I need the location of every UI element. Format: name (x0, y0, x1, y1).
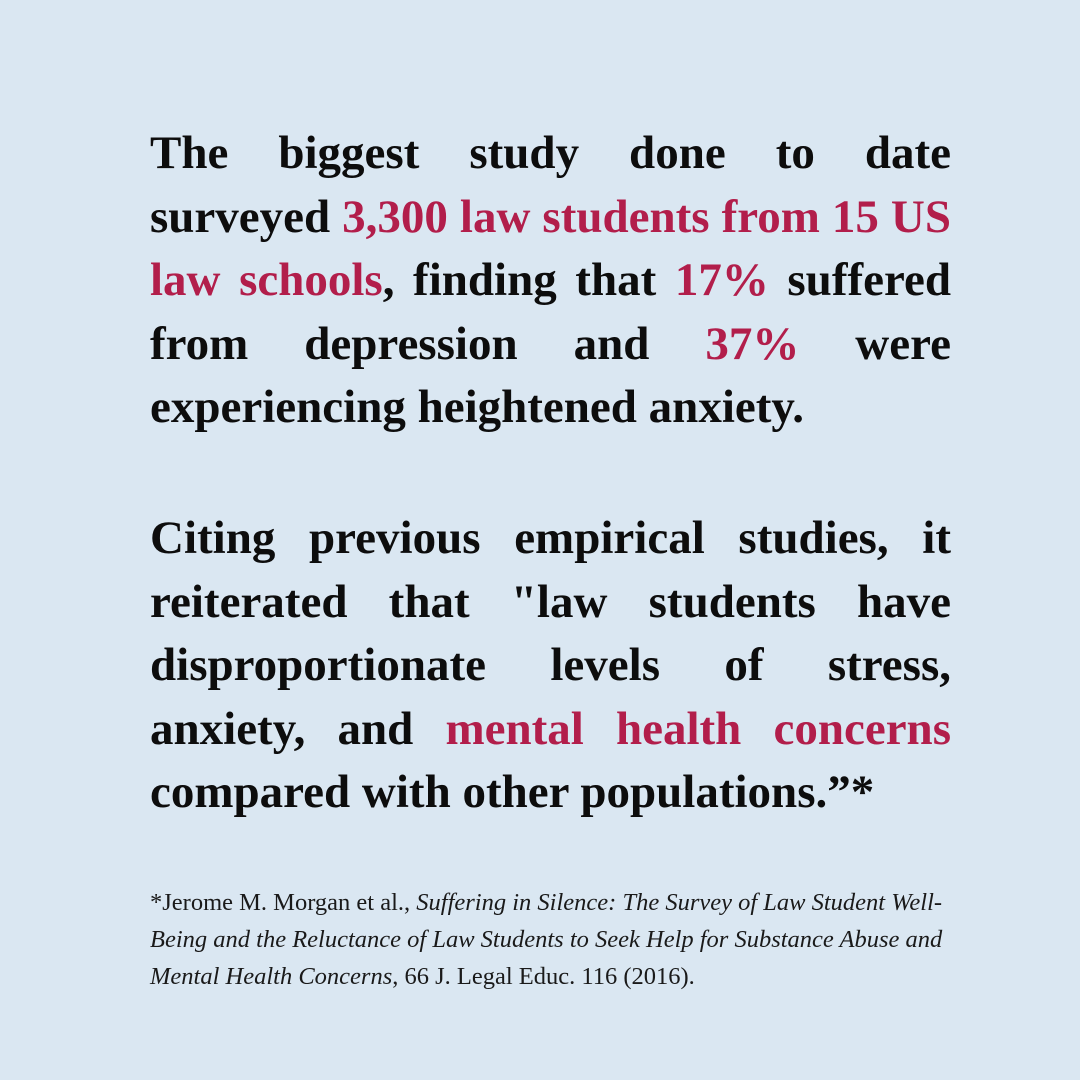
footnote-author: *Jerome M. Morgan et al., (150, 889, 417, 916)
highlight-depression-percent: 17% (674, 254, 769, 306)
paragraph1-text-3: suffered from depression and (150, 254, 951, 370)
highlight-sample-size: 3,300 law students from 15 US law schools (150, 190, 952, 306)
paragraph1-text-4: were experiencing heightened anxiety. (150, 317, 951, 433)
paragraph2-text-1: Citing previous empirical studies, it reiterated that "law students have disproportionate levels of stress, anxiety, and (150, 512, 951, 755)
paragraph-study-findings (150, 122, 951, 440)
highlight-mental-health: mental health concerns (445, 702, 951, 755)
paragraph2-text-2: compared with other populations.”* (150, 766, 875, 818)
highlight-anxiety-percent: 37% (705, 317, 800, 370)
paragraph-quote (150, 507, 951, 825)
paragraph1-text-1: The biggest study done to date surveyed (150, 127, 951, 243)
footnote-reference: , 66 J. Legal Educ. 116 (2016). (392, 963, 695, 990)
paragraph1-text-2: , finding that (382, 254, 675, 306)
footnote-citation (150, 884, 965, 995)
footnote-title: Suffering in Silence: The Survey of Law Student Well-Being and the Reluctance of Law Students to Seek Help for Substance Abuse and Mental Health Concerns (150, 889, 943, 990)
